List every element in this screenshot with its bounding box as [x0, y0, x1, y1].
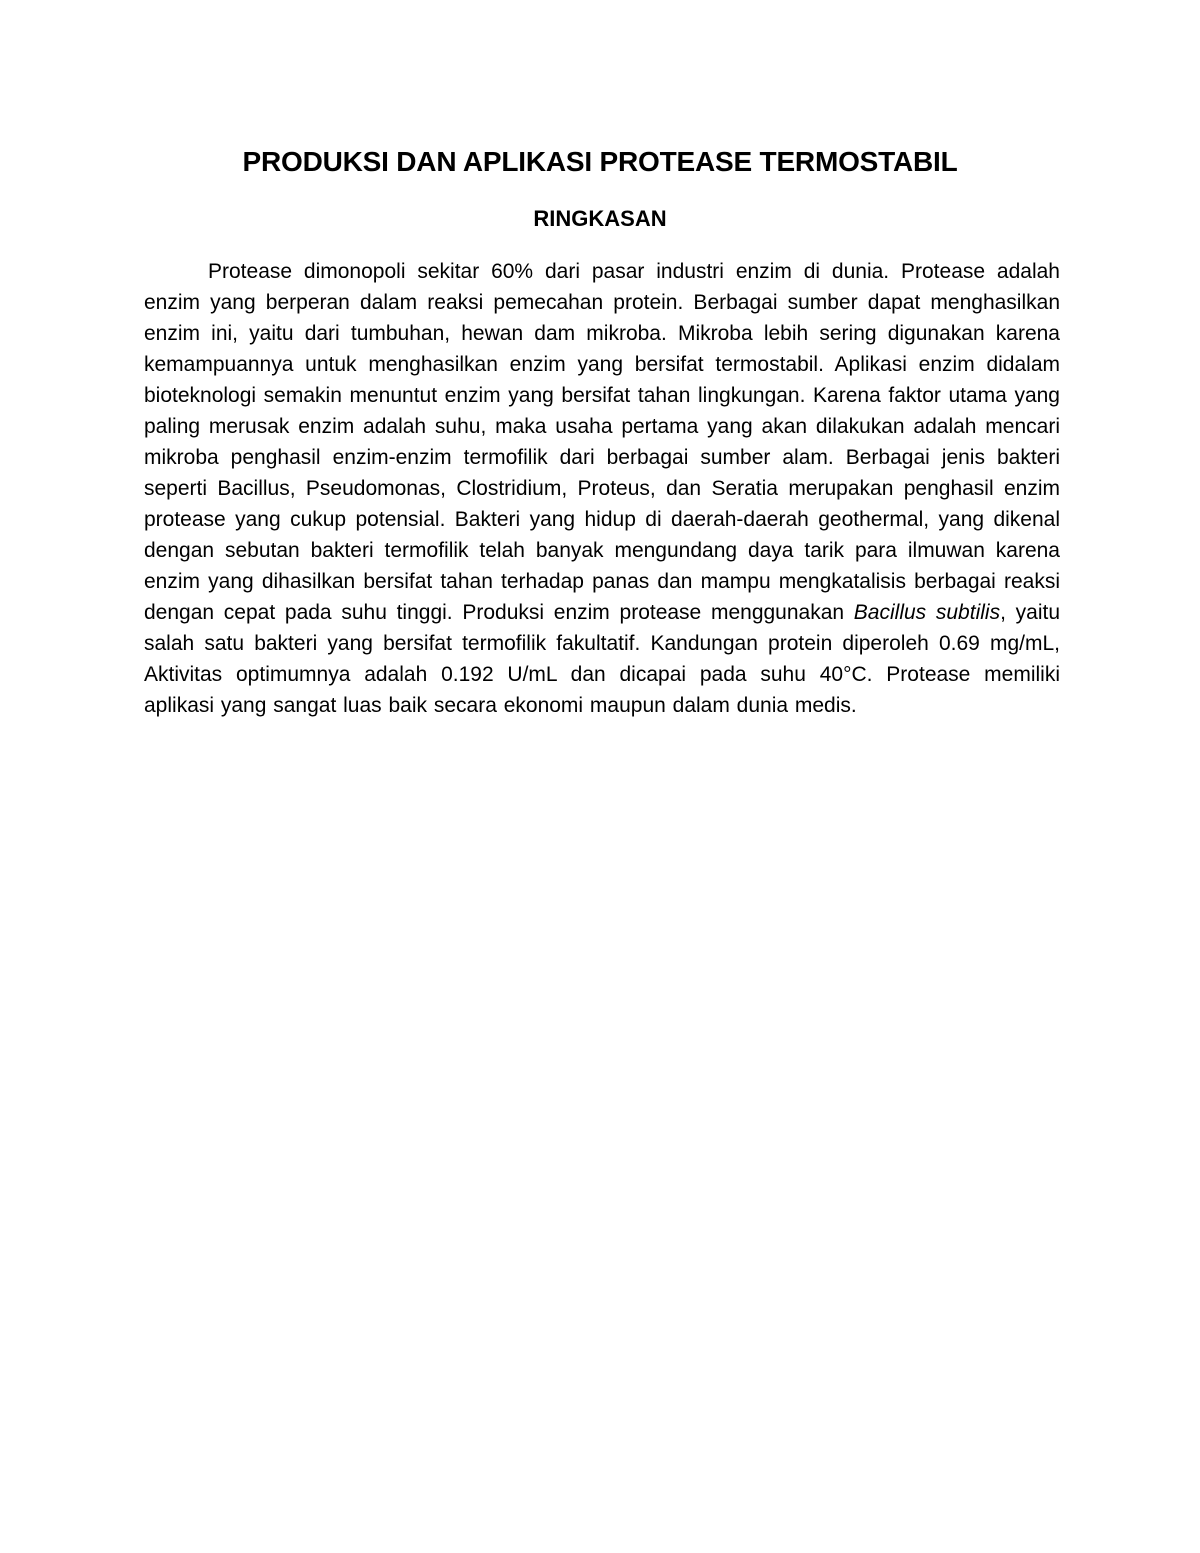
section-heading: RINGKASAN [533, 206, 667, 231]
abstract-text-part-2: , yaitu salah satu bakteri yang bersifat termofilik fakultatif. Kandungan protein diperoleh 0.69 mg/mL, Aktivitas optimumnya adalah 0.192 U/mL dan dicapai pada suhu 40°C. Protease memiliki aplikasi yang sangat luas baik secara ekonomi maupun dalam dunia medis. [144, 601, 1060, 717]
abstract-text-part-1: Protease dimonopoli sekitar 60% dari pasar industri enzim di dunia. Protease adalah enzim yang berperan dalam reaksi pemecahan protein. Berbagai sumber dapat menghasilkan enzim ini, yaitu dari tumbuhan, hewan dam mikroba. Mikroba lebih sering digunakan karena kemampuannya untuk menghasilkan enzim yang bersifat termostabil. Aplikasi enzim didalam bioteknologi semakin menuntut enzim yang bersifat tahan lingkungan. Karena faktor utama yang paling merusak enzim adalah suhu, maka usaha pertama yang akan dilakukan adalah mencari mikroba penghasil enzim-enzim termofilik dari berbagai sumber alam. Berbagai jenis bakteri seperti Bacillus, Pseudomonas, Clostridium, Proteus, dan Seratia merupakan penghasil enzim protease yang cukup potensial. Bakteri yang hidup di daerah-daerah geothermal, yang dikenal dengan sebutan bakteri termofilik telah banyak mengundang daya tarik para ilmuwan karena enzim yang dihasilkan bersifat tahan terhadap panas dan mampu mengkatalisis berbagai reaksi dengan cepat pada suhu tinggi. Produksi enzim protease menggunakan [144, 260, 1060, 624]
document-title: PRODUKSI DAN APLIKASI PROTEASE TERMOSTABIL [242, 146, 958, 177]
species-name: Bacillus subtilis [853, 601, 1001, 624]
abstract-paragraph [144, 256, 1060, 721]
